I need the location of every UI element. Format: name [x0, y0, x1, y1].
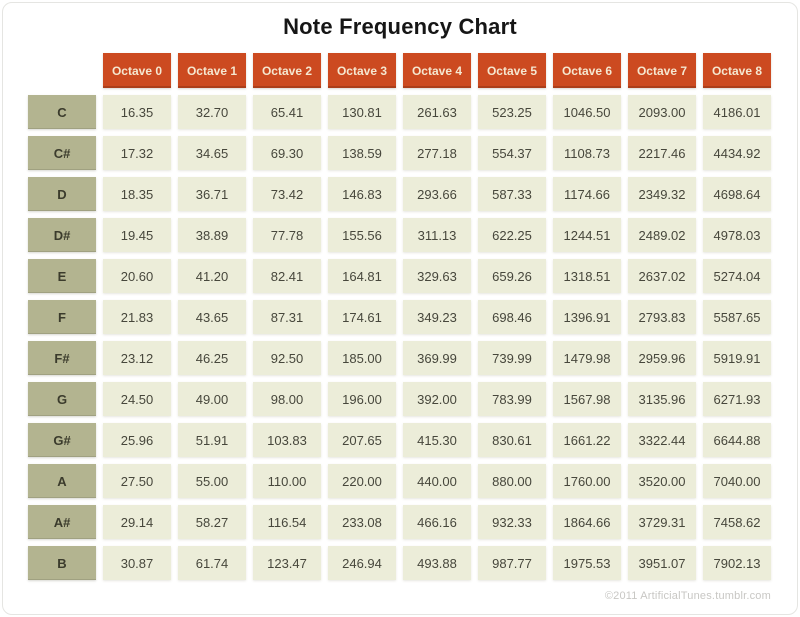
frequency-cell-g-sharp-octave-2: 103.83 [253, 423, 321, 457]
frequency-cell-c-octave-0: 16.35 [103, 95, 171, 129]
frequency-cell-a-sharp-octave-8: 7458.62 [703, 505, 771, 539]
column-header-octave-6: Octave 6 [553, 53, 621, 88]
frequency-cell-g-sharp-octave-0: 25.96 [103, 423, 171, 457]
row-header-note-f: F [28, 300, 96, 334]
frequency-cell-d-sharp-octave-7: 2489.02 [628, 218, 696, 252]
frequency-cell-g-octave-2: 98.00 [253, 382, 321, 416]
frequency-cell-d-octave-2: 73.42 [253, 177, 321, 211]
frequency-cell-g-sharp-octave-7: 3322.44 [628, 423, 696, 457]
frequency-cell-g-octave-6: 1567.98 [553, 382, 621, 416]
table-corner-spacer [28, 53, 96, 88]
frequency-cell-a-sharp-octave-5: 932.33 [478, 505, 546, 539]
frequency-cell-d-octave-0: 18.35 [103, 177, 171, 211]
frequency-cell-b-octave-6: 1975.53 [553, 546, 621, 580]
frequency-cell-c-sharp-octave-8: 4434.92 [703, 136, 771, 170]
frequency-cell-c-octave-3: 130.81 [328, 95, 396, 129]
frequency-cell-f-octave-4: 349.23 [403, 300, 471, 334]
column-header-octave-7: Octave 7 [628, 53, 696, 88]
frequency-cell-c-octave-8: 4186.01 [703, 95, 771, 129]
page-title: Note Frequency Chart [283, 14, 517, 39]
frequency-cell-g-sharp-octave-4: 415.30 [403, 423, 471, 457]
frequency-cell-a-octave-7: 3520.00 [628, 464, 696, 498]
row-header-note-b: B [28, 546, 96, 580]
frequency-cell-f-sharp-octave-2: 92.50 [253, 341, 321, 375]
frequency-cell-d-octave-1: 36.71 [178, 177, 246, 211]
frequency-cell-f-sharp-octave-4: 369.99 [403, 341, 471, 375]
frequency-cell-c-octave-4: 261.63 [403, 95, 471, 129]
frequency-cell-c-octave-5: 523.25 [478, 95, 546, 129]
frequency-cell-d-sharp-octave-0: 19.45 [103, 218, 171, 252]
frequency-cell-f-octave-0: 21.83 [103, 300, 171, 334]
row-header-note-e: E [28, 259, 96, 293]
frequency-cell-g-octave-3: 196.00 [328, 382, 396, 416]
column-header-octave-3: Octave 3 [328, 53, 396, 88]
frequency-cell-f-octave-8: 5587.65 [703, 300, 771, 334]
frequency-cell-d-sharp-octave-6: 1244.51 [553, 218, 621, 252]
frequency-cell-f-octave-3: 174.61 [328, 300, 396, 334]
frequency-cell-e-octave-8: 5274.04 [703, 259, 771, 293]
frequency-cell-d-sharp-octave-5: 622.25 [478, 218, 546, 252]
frequency-cell-d-octave-6: 1174.66 [553, 177, 621, 211]
frequency-cell-a-octave-3: 220.00 [328, 464, 396, 498]
frequency-cell-d-sharp-octave-8: 4978.03 [703, 218, 771, 252]
frequency-cell-b-octave-3: 246.94 [328, 546, 396, 580]
frequency-cell-d-octave-4: 293.66 [403, 177, 471, 211]
frequency-cell-a-octave-0: 27.50 [103, 464, 171, 498]
frequency-cell-d-octave-5: 587.33 [478, 177, 546, 211]
frequency-cell-c-octave-1: 32.70 [178, 95, 246, 129]
frequency-cell-c-sharp-octave-3: 138.59 [328, 136, 396, 170]
frequency-cell-e-octave-3: 164.81 [328, 259, 396, 293]
frequency-cell-b-octave-5: 987.77 [478, 546, 546, 580]
frequency-cell-b-octave-0: 30.87 [103, 546, 171, 580]
frequency-cell-f-octave-2: 87.31 [253, 300, 321, 334]
column-header-octave-4: Octave 4 [403, 53, 471, 88]
frequency-cell-b-octave-7: 3951.07 [628, 546, 696, 580]
frequency-cell-c-octave-2: 65.41 [253, 95, 321, 129]
frequency-cell-c-sharp-octave-6: 1108.73 [553, 136, 621, 170]
frequency-cell-a-octave-2: 110.00 [253, 464, 321, 498]
frequency-cell-c-sharp-octave-2: 69.30 [253, 136, 321, 170]
frequency-cell-f-octave-6: 1396.91 [553, 300, 621, 334]
frequency-cell-g-sharp-octave-3: 207.65 [328, 423, 396, 457]
frequency-cell-c-sharp-octave-7: 2217.46 [628, 136, 696, 170]
frequency-cell-g-octave-5: 783.99 [478, 382, 546, 416]
frequency-cell-e-octave-4: 329.63 [403, 259, 471, 293]
frequency-cell-f-octave-5: 698.46 [478, 300, 546, 334]
frequency-cell-c-octave-7: 2093.00 [628, 95, 696, 129]
row-header-note-d: D [28, 177, 96, 211]
row-header-note-a: A [28, 464, 96, 498]
row-header-note-g-sharp: G# [28, 423, 96, 457]
row-header-note-f-sharp: F# [28, 341, 96, 375]
frequency-cell-d-sharp-octave-1: 38.89 [178, 218, 246, 252]
frequency-cell-a-sharp-octave-1: 58.27 [178, 505, 246, 539]
frequency-cell-a-octave-4: 440.00 [403, 464, 471, 498]
frequency-cell-f-sharp-octave-8: 5919.91 [703, 341, 771, 375]
frequency-cell-a-octave-8: 7040.00 [703, 464, 771, 498]
column-header-octave-8: Octave 8 [703, 53, 771, 88]
frequency-cell-g-sharp-octave-1: 51.91 [178, 423, 246, 457]
frequency-cell-c-sharp-octave-4: 277.18 [403, 136, 471, 170]
column-header-octave-1: Octave 1 [178, 53, 246, 88]
frequency-cell-c-sharp-octave-1: 34.65 [178, 136, 246, 170]
frequency-cell-d-octave-3: 146.83 [328, 177, 396, 211]
frequency-cell-a-octave-6: 1760.00 [553, 464, 621, 498]
frequency-cell-b-octave-2: 123.47 [253, 546, 321, 580]
row-header-note-g: G [28, 382, 96, 416]
frequency-cell-g-octave-1: 49.00 [178, 382, 246, 416]
row-header-note-c-sharp: C# [28, 136, 96, 170]
frequency-cell-c-octave-6: 1046.50 [553, 95, 621, 129]
frequency-cell-g-sharp-octave-8: 6644.88 [703, 423, 771, 457]
frequency-cell-a-sharp-octave-0: 29.14 [103, 505, 171, 539]
frequency-cell-a-sharp-octave-4: 466.16 [403, 505, 471, 539]
frequency-cell-g-sharp-octave-6: 1661.22 [553, 423, 621, 457]
frequency-cell-e-octave-2: 82.41 [253, 259, 321, 293]
frequency-cell-d-sharp-octave-2: 77.78 [253, 218, 321, 252]
frequency-cell-e-octave-5: 659.26 [478, 259, 546, 293]
frequency-table [28, 53, 771, 580]
frequency-cell-e-octave-1: 41.20 [178, 259, 246, 293]
frequency-cell-b-octave-1: 61.74 [178, 546, 246, 580]
column-header-octave-5: Octave 5 [478, 53, 546, 88]
frequency-cell-b-octave-8: 7902.13 [703, 546, 771, 580]
frequency-cell-g-octave-8: 6271.93 [703, 382, 771, 416]
frequency-cell-e-octave-7: 2637.02 [628, 259, 696, 293]
frequency-cell-d-sharp-octave-4: 311.13 [403, 218, 471, 252]
frequency-cell-a-sharp-octave-6: 1864.66 [553, 505, 621, 539]
frequency-cell-g-octave-7: 3135.96 [628, 382, 696, 416]
frequency-cell-f-sharp-octave-1: 46.25 [178, 341, 246, 375]
frequency-cell-c-sharp-octave-0: 17.32 [103, 136, 171, 170]
frequency-cell-b-octave-4: 493.88 [403, 546, 471, 580]
frequency-cell-d-octave-7: 2349.32 [628, 177, 696, 211]
frequency-cell-a-octave-5: 880.00 [478, 464, 546, 498]
frequency-cell-f-octave-7: 2793.83 [628, 300, 696, 334]
column-header-octave-2: Octave 2 [253, 53, 321, 88]
frequency-cell-a-sharp-octave-2: 116.54 [253, 505, 321, 539]
frequency-cell-f-sharp-octave-5: 739.99 [478, 341, 546, 375]
frequency-cell-d-octave-8: 4698.64 [703, 177, 771, 211]
frequency-cell-g-octave-0: 24.50 [103, 382, 171, 416]
frequency-cell-e-octave-0: 20.60 [103, 259, 171, 293]
frequency-cell-c-sharp-octave-5: 554.37 [478, 136, 546, 170]
frequency-cell-f-octave-1: 43.65 [178, 300, 246, 334]
column-header-octave-0: Octave 0 [103, 53, 171, 88]
frequency-cell-f-sharp-octave-6: 1479.98 [553, 341, 621, 375]
frequency-cell-a-octave-1: 55.00 [178, 464, 246, 498]
frequency-cell-g-sharp-octave-5: 830.61 [478, 423, 546, 457]
frequency-cell-f-sharp-octave-3: 185.00 [328, 341, 396, 375]
row-header-note-a-sharp: A# [28, 505, 96, 539]
frequency-cell-g-octave-4: 392.00 [403, 382, 471, 416]
row-header-note-d-sharp: D# [28, 218, 96, 252]
frequency-cell-f-sharp-octave-7: 2959.96 [628, 341, 696, 375]
row-header-note-c: C [28, 95, 96, 129]
copyright-text: ©2011 ArtificialTunes.tumblr.com [604, 590, 771, 602]
frequency-cell-a-sharp-octave-7: 3729.31 [628, 505, 696, 539]
frequency-cell-a-sharp-octave-3: 233.08 [328, 505, 396, 539]
frequency-cell-e-octave-6: 1318.51 [553, 259, 621, 293]
frequency-cell-f-sharp-octave-0: 23.12 [103, 341, 171, 375]
frequency-cell-d-sharp-octave-3: 155.56 [328, 218, 396, 252]
